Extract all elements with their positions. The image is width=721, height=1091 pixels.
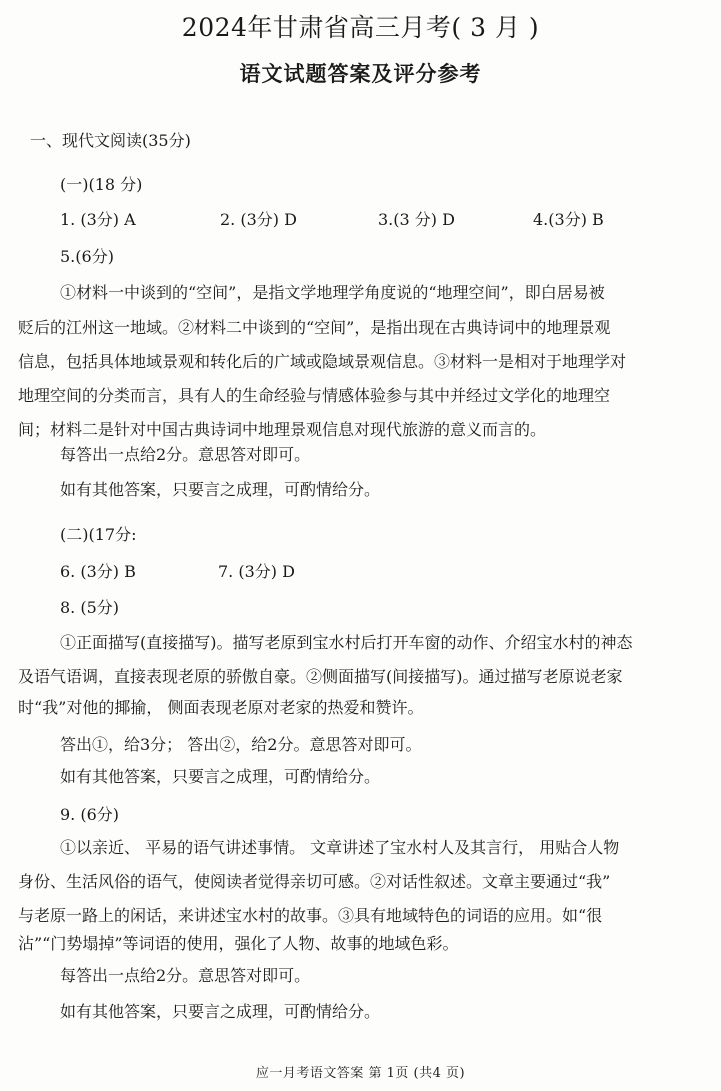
q8-other-answers-note: 如有其他答案，只要言之成理，可酌情给分。	[60, 767, 381, 786]
answer-q6: 6. (3分) B	[60, 562, 136, 581]
answers-row-1-4	[60, 210, 721, 230]
q9-text-line: ①以亲近、 平易的语气讲述事情。 文章讲述了宝水村人及其言行， 用贴合人物	[60, 838, 620, 857]
answers-row-6-7	[60, 562, 721, 582]
part-one-heading: (一)(18 分)	[60, 175, 143, 194]
q9-text-line: 身份、生活风俗的语气，使阅读者觉得亲切可感。②对话性叙述。文章主要通过“我”	[18, 872, 611, 891]
q8-scoring-note: 答出①，给3分； 答出②，给2分。意思答对即可。	[60, 735, 422, 754]
q5-text-line: 贬后的江州这一地域。②材料二中谈到的“空间”，是指出现在古典诗词中的地理景观	[18, 318, 611, 337]
q9-other-answers-note: 如有其他答案，只要言之成理，可酌情给分。	[60, 1002, 381, 1021]
section-heading-modern-reading: 一、现代文阅读(35分)	[30, 131, 191, 150]
answer-q2: 2. (3分) D	[220, 210, 297, 229]
question-8-label: 8. (5分)	[60, 598, 120, 617]
q5-text-line: ①材料一中谈到的“空间”，是指文学地理学角度说的“地理空间”，即白居易被	[60, 283, 605, 302]
q9-scoring-note: 每答出一点给2分。意思答对即可。	[60, 966, 311, 985]
q5-scoring-note: 每答出一点给2分。意思答对即可。	[60, 445, 311, 464]
q8-text-line: 时“我”对他的揶揄， 侧面表现老原对老家的热爱和赞许。	[18, 698, 424, 717]
q9-text-line: 与老原一路上的闲话，来讲述宝水村的故事。③具有地域特色的词语的应用。如“很	[18, 906, 603, 925]
q5-text-line: 信息，包括具体地域景观和转化后的广域或隐域景观信息。③材料一是相对于地理学对	[18, 352, 627, 371]
q5-other-answers-note: 如有其他答案，只要言之成理，可酌情给分。	[60, 480, 381, 499]
answer-q7: 7. (3分) D	[218, 562, 295, 581]
q5-text-line: 间；材料二是针对中国古典诗词中地理景观信息对现代旅游的意义而言的。	[18, 420, 547, 439]
q8-text-line: ①正面描写(直接描写)。描写老原到宝水村后打开车窗的动作、介绍宝水村的神态	[60, 633, 633, 652]
answer-q3: 3.(3 分) D	[378, 210, 455, 229]
q9-text-line: 沾”“门势塌掉”等词语的使用，强化了人物、故事的地域色彩。	[18, 934, 459, 953]
page-title: 2024年甘肃省高三月考( 3 月 )	[181, 13, 540, 42]
answer-q1: 1. (3分) A	[60, 210, 136, 229]
answer-q4: 4.(3分) B	[533, 210, 604, 229]
page-subtitle: 语文试题答案及评分参考	[239, 61, 482, 86]
question-9-label: 9. (6分)	[60, 805, 120, 824]
page-footer: 应一月考语文答案 第 1页 (共4 页)	[255, 1066, 466, 1081]
question-5-label: 5.(6分)	[60, 247, 114, 266]
q5-text-line: 地理空间的分类而言，具有人的生命经验与情感体验参与其中并经过文学化的地理空	[18, 386, 611, 405]
q8-text-line: 及语气语调，直接表现老原的骄傲自豪。②侧面描写(间接描写)。通过描写老原说老家	[18, 667, 623, 686]
part-two-heading: (二)(17分:	[60, 525, 137, 544]
